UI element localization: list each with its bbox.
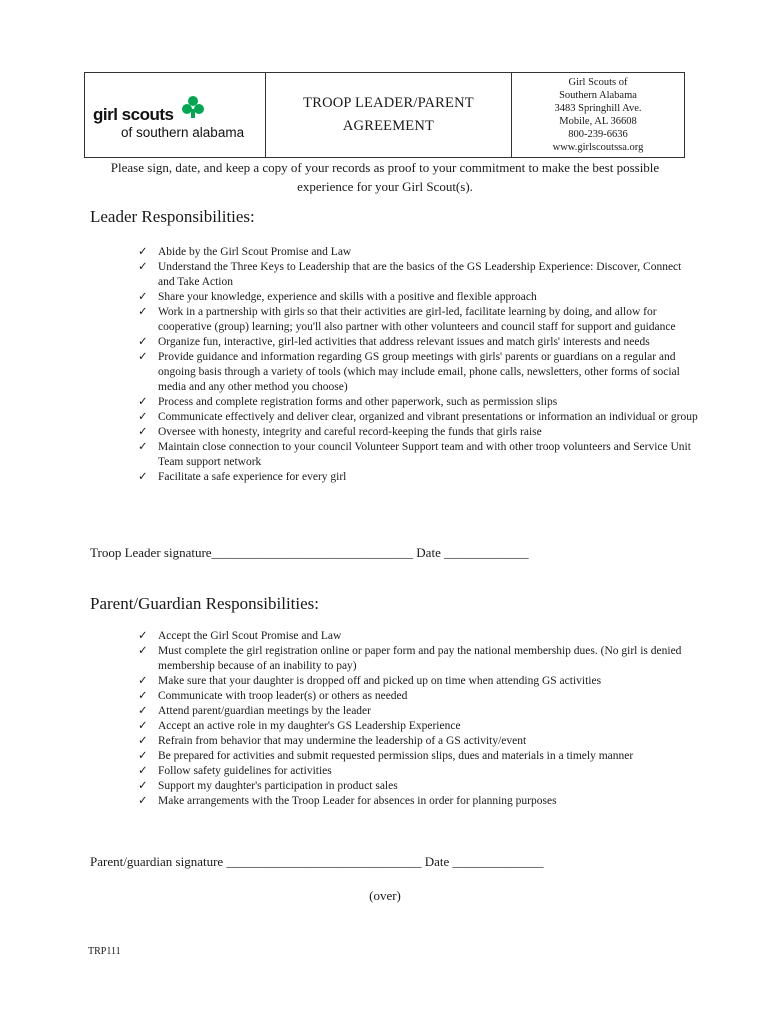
checkmark-icon: ✓ [138,471,148,483]
list-item [138,395,698,410]
parent-signature-line[interactable]: Parent/guardian signature ______________________________ Date ______________ [90,854,544,869]
list-item [138,470,698,485]
list-item-text: Facilitate a safe experience for every girl [158,471,347,483]
checkmark-icon: ✓ [138,765,148,777]
logo-name: girl scouts [93,105,174,124]
girl-scouts-logo [93,91,263,141]
list-item-text: Attend parent/guardian meetings by the leader [158,705,371,717]
address-line: Girl Scouts of [568,77,628,88]
logo-cell [85,73,266,157]
form-code: TRP111 [88,946,121,957]
list-item [138,629,698,644]
list-item-text: Refrain from behavior that may undermine the leadership of a GS activity/event [158,735,527,747]
list-item-text: Make sure that your daughter is dropped off and picked up on time when attending GS activities [158,675,602,687]
checkmark-icon: ✓ [138,441,148,453]
header-table [84,72,685,158]
checkmark-icon: ✓ [138,396,148,408]
list-item [138,794,698,809]
list-item [138,644,698,674]
checkmark-icon: ✓ [138,411,148,423]
checkmark-icon: ✓ [138,630,148,642]
phone-number: 800-239-6636 [568,129,628,140]
checkmark-icon: ✓ [138,246,148,258]
title-cell [266,73,512,157]
parent-responsibilities-list [138,629,698,809]
list-item [138,260,698,290]
list-item [138,704,698,719]
list-item-text: Process and complete registration forms and other paperwork, such as permission slips [158,396,558,408]
over-label: (over) [369,888,401,903]
list-item [138,779,698,794]
checkmark-icon: ✓ [138,780,148,792]
list-item [138,749,698,764]
leader-signature-line[interactable]: Troop Leader signature_______________________________ Date _____________ [90,545,529,560]
checkmark-icon: ✓ [138,336,148,348]
checkmark-icon: ✓ [138,426,148,438]
list-item-text: Organize fun, interactive, girl-led activities that address relevant issues and match girls' interests and needs [158,336,650,348]
list-item [138,719,698,734]
checkmark-icon: ✓ [138,795,148,807]
title-line-2: AGREEMENT [342,118,435,134]
list-item [138,440,698,470]
list-item-text: Be prepared for activities and submit requested permission slips, dues and materials in a timely manner [158,750,634,762]
list-item [138,245,698,260]
list-item-text: Work in a partnership with girls so that their activities are girl-led, facilitate learning by doing, and allow for cooperative (group) learning; you'll also partner with other volunteers and council staff for support and guidance [158,306,676,333]
checkmark-icon: ✓ [138,351,148,363]
address-line: 3483 Springhill Ave. [554,103,642,114]
page-title [303,92,474,138]
list-item-text: Provide guidance and information regarding GS group meetings with girls' parents or guardians on a regular and ongoing basis through a variety of tools (which may include email, phone calls, newsletters, other forms of social media and any other method you choose) [158,351,680,393]
checkmark-icon: ✓ [138,261,148,273]
list-item [138,305,698,335]
list-item [138,290,698,305]
checkmark-icon: ✓ [138,291,148,303]
checkmark-icon: ✓ [138,306,148,318]
list-item-text: Must complete the girl registration online or paper form and pay the national membership dues. (No girl is denied membership because of an inability to pay) [158,645,682,672]
checkmark-icon: ✓ [138,750,148,762]
list-item-text: Maintain close connection to your council Volunteer Support team and with other troop volunteers and Service Unit Team support network [158,441,691,468]
list-item-text: Accept an active role in my daughter's GS Leadership Experience [158,720,461,732]
address-line: Mobile, AL 36608 [559,116,637,127]
list-item-text: Communicate with troop leader(s) or others as needed [158,690,408,702]
checkmark-icon: ✓ [138,720,148,732]
list-item-text: Make arrangements with the Troop Leader for absences in order for planning purposes [158,795,557,807]
list-item [138,734,698,749]
list-item-text: Support my daughter's participation in product sales [158,780,398,792]
trefoil-icon [181,95,205,119]
list-item [138,764,698,779]
list-item-text: Oversee with honesty, integrity and careful record-keeping the funds that girls raise [158,426,542,438]
list-item-text: Understand the Three Keys to Leadership that are the basics of the GS Leadership Experience: Discover, Connect and Take Action [158,261,682,288]
list-item-text: Communicate effectively and deliver clear, organized and vibrant presentations or information an individual or group [158,411,698,423]
list-item [138,335,698,350]
list-item [138,425,698,440]
list-item [138,350,698,395]
list-item [138,674,698,689]
checkmark-icon: ✓ [138,690,148,702]
list-item-text: Share your knowledge, experience and skills with a positive and flexible approach [158,291,537,303]
address-line: Southern Alabama [559,90,637,101]
intro-text: Please sign, date, and keep a copy of your records as proof to your commitment to make the best possible experience for your Girl Scout(s). [110,160,660,194]
list-item-text: Accept the Girl Scout Promise and Law [158,630,342,642]
checkmark-icon: ✓ [138,735,148,747]
list-item-text: Follow safety guidelines for activities [158,765,332,777]
list-item [138,689,698,704]
leader-responsibilities-list [138,245,698,485]
parent-heading: Parent/Guardian Responsibilities: [90,594,319,613]
checkmark-icon: ✓ [138,705,148,717]
list-item [138,410,698,425]
website-link[interactable]: www.girlscoutssa.org [552,142,644,153]
checkmark-icon: ✓ [138,675,148,687]
address-block [512,73,684,157]
list-item-text: Abide by the Girl Scout Promise and Law [158,246,352,258]
checkmark-icon: ✓ [138,645,148,657]
logo-subtitle: of southern alabama [121,125,245,140]
title-line-1: TROOP LEADER/PARENT [303,95,474,111]
leader-heading: Leader Responsibilities: [90,207,255,226]
